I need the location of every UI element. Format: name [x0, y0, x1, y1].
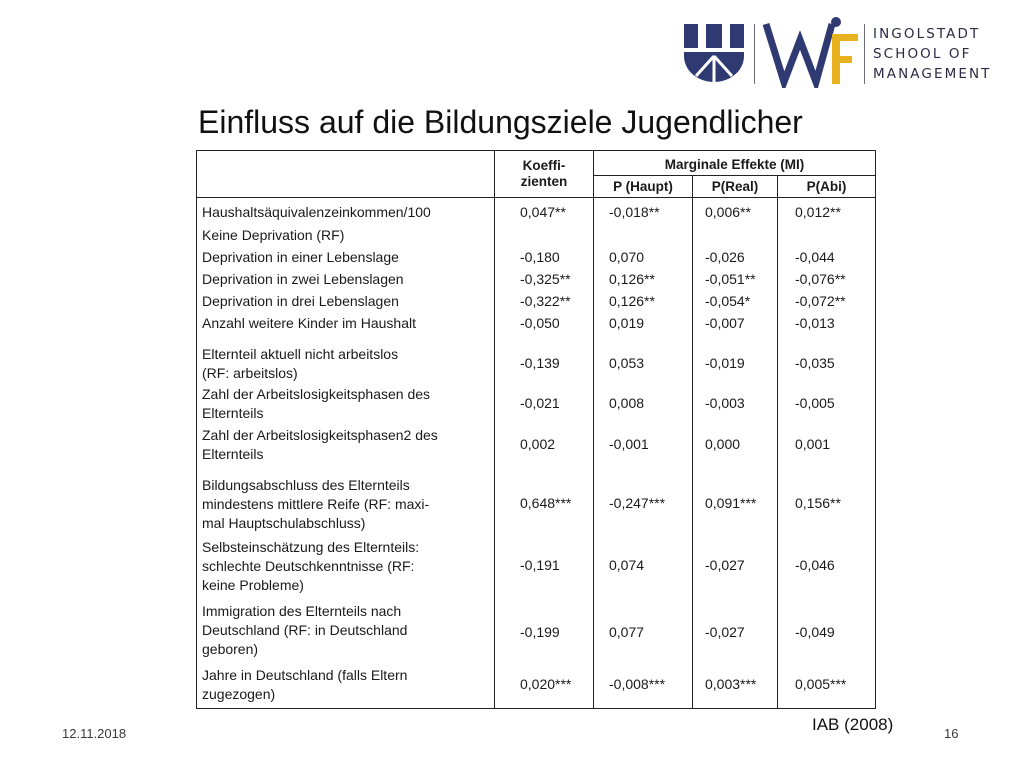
regression-table — [196, 150, 876, 709]
cell-value: 0,020*** — [520, 676, 572, 692]
row-label: (RF: arbeitslos) — [202, 365, 298, 381]
cell-value: 0,008 — [609, 395, 645, 411]
cell-value: -0,013 — [795, 315, 835, 331]
table-divider — [197, 197, 875, 198]
row-label: Deutschland (RF: in Deutschland — [202, 622, 408, 638]
cell-value: -0,050 — [520, 315, 560, 331]
row-label: keine Probleme) — [202, 577, 304, 593]
cell-value: -0,008*** — [609, 676, 666, 692]
cell-value: 0,019 — [609, 315, 645, 331]
logo-divider — [864, 24, 865, 84]
row-label: Elternteil aktuell nicht arbeitslos — [202, 346, 399, 362]
cell-value: -0,021 — [520, 395, 560, 411]
row-label: Elternteils — [202, 446, 264, 462]
logo-line: SCHOOL OF — [873, 46, 972, 62]
cell-value: 0,012** — [795, 204, 841, 220]
row-label: Selbsteinschätzung des Elternteils: — [202, 539, 420, 555]
cell-value: -0,019 — [705, 355, 745, 371]
cell-value: -0,005 — [795, 395, 835, 411]
header-p-abi: P(Abi) — [806, 179, 847, 194]
header-text: zienten — [520, 174, 568, 189]
cell-value: -0,044 — [795, 249, 835, 265]
row-label: Zahl der Arbeitslosigkeitsphasen2 des — [202, 427, 438, 443]
logo-line: INGOLSTADT — [873, 26, 981, 42]
row-label: Deprivation in einer Lebenslage — [202, 249, 399, 265]
cell-value: 0,156** — [795, 495, 841, 511]
logo-divider — [754, 24, 755, 84]
cell-value: -0,054* — [705, 293, 751, 309]
row-label: Jahre in Deutschland (falls Eltern — [202, 667, 408, 683]
row-label: Anzahl weitere Kinder im Haushalt — [202, 315, 416, 331]
cell-value: 0,006** — [705, 204, 751, 220]
cell-value: -0,325** — [520, 271, 571, 287]
cell-value: -0,027 — [705, 624, 745, 640]
cell-value: 0,002 — [520, 436, 556, 452]
row-label: mindestens mittlere Reife (RF: maxi- — [202, 496, 430, 512]
cell-value: -0,035 — [795, 355, 835, 371]
logo-line: MANAGEMENT — [873, 66, 992, 82]
table-divider — [692, 176, 693, 708]
table-divider — [494, 151, 495, 708]
cell-value: 0,005*** — [795, 676, 847, 692]
cell-value: 0,077 — [609, 624, 645, 640]
page-title: Einfluss auf die Bildungsziele Jugendlicher — [198, 104, 803, 140]
table-divider — [593, 151, 594, 708]
slide-date: 12.11.2018 — [62, 726, 127, 741]
row-label: Deprivation in drei Lebenslagen — [202, 293, 399, 309]
cell-value: 0,070 — [609, 249, 645, 265]
cell-value: -0,001 — [609, 436, 649, 452]
cell-value: 0,091*** — [705, 495, 757, 511]
row-label: schlechte Deutschkenntnisse (RF: — [202, 558, 415, 574]
header-p-real: P(Real) — [711, 179, 759, 194]
cell-value: 0,001 — [795, 436, 831, 452]
cell-value: 0,047** — [520, 204, 566, 220]
row-label: Elternteils — [202, 405, 264, 421]
cell-value: -0,180 — [520, 249, 560, 265]
page-number: 16 — [944, 726, 959, 741]
cell-value: 0,126** — [609, 293, 655, 309]
cell-value: 0,126** — [609, 271, 655, 287]
cell-value: -0,007 — [705, 315, 745, 331]
cell-value: -0,072** — [795, 293, 846, 309]
cell-value: 0,003*** — [705, 676, 757, 692]
header-koeffizienten — [495, 158, 593, 190]
cell-value: 0,648*** — [520, 495, 572, 511]
row-label: Zahl der Arbeitslosigkeitsphasen des — [202, 386, 431, 402]
cell-value: -0,076** — [795, 271, 846, 287]
row-label: geboren) — [202, 641, 259, 657]
header-marginale-effekte: Marginale Effekte (MI) — [664, 157, 805, 172]
row-label: mal Hauptschulabschluss) — [202, 515, 366, 531]
cell-value: -0,322** — [520, 293, 571, 309]
table-divider — [593, 175, 875, 176]
cell-value: -0,018** — [609, 204, 660, 220]
cell-value: -0,027 — [705, 557, 745, 573]
row-label: Bildungsabschluss des Elternteils — [202, 477, 410, 493]
header-text: Koeffi- — [522, 158, 566, 173]
cell-value: -0,199 — [520, 624, 560, 640]
cell-value: -0,191 — [520, 557, 560, 573]
cell-value: -0,046 — [795, 557, 835, 573]
cell-value: 0,053 — [609, 355, 645, 371]
cell-value: -0,247*** — [609, 495, 666, 511]
logo-wordmark — [873, 24, 992, 84]
cell-value: 0,074 — [609, 557, 645, 573]
row-label: Immigration des Elternteils nach — [202, 603, 402, 619]
cell-value: -0,026 — [705, 249, 745, 265]
row-label: Deprivation in zwei Lebenslagen — [202, 271, 404, 287]
university-shield-icon — [682, 22, 746, 82]
cell-value: -0,051** — [705, 271, 756, 287]
cell-value: 0,000 — [705, 436, 741, 452]
row-label: Keine Deprivation (RF) — [202, 227, 345, 243]
row-label: zugezogen) — [202, 686, 276, 702]
header-p-haupt: P (Haupt) — [613, 179, 673, 194]
table-divider — [777, 176, 778, 708]
cell-value: -0,003 — [705, 395, 745, 411]
row-label: Haushaltsäquivalenzeinkommen/100 — [202, 204, 431, 220]
wf-logo-icon — [762, 14, 862, 88]
cell-value: -0,139 — [520, 355, 560, 371]
source-citation: IAB (2008) — [812, 715, 894, 734]
cell-value: -0,049 — [795, 624, 835, 640]
